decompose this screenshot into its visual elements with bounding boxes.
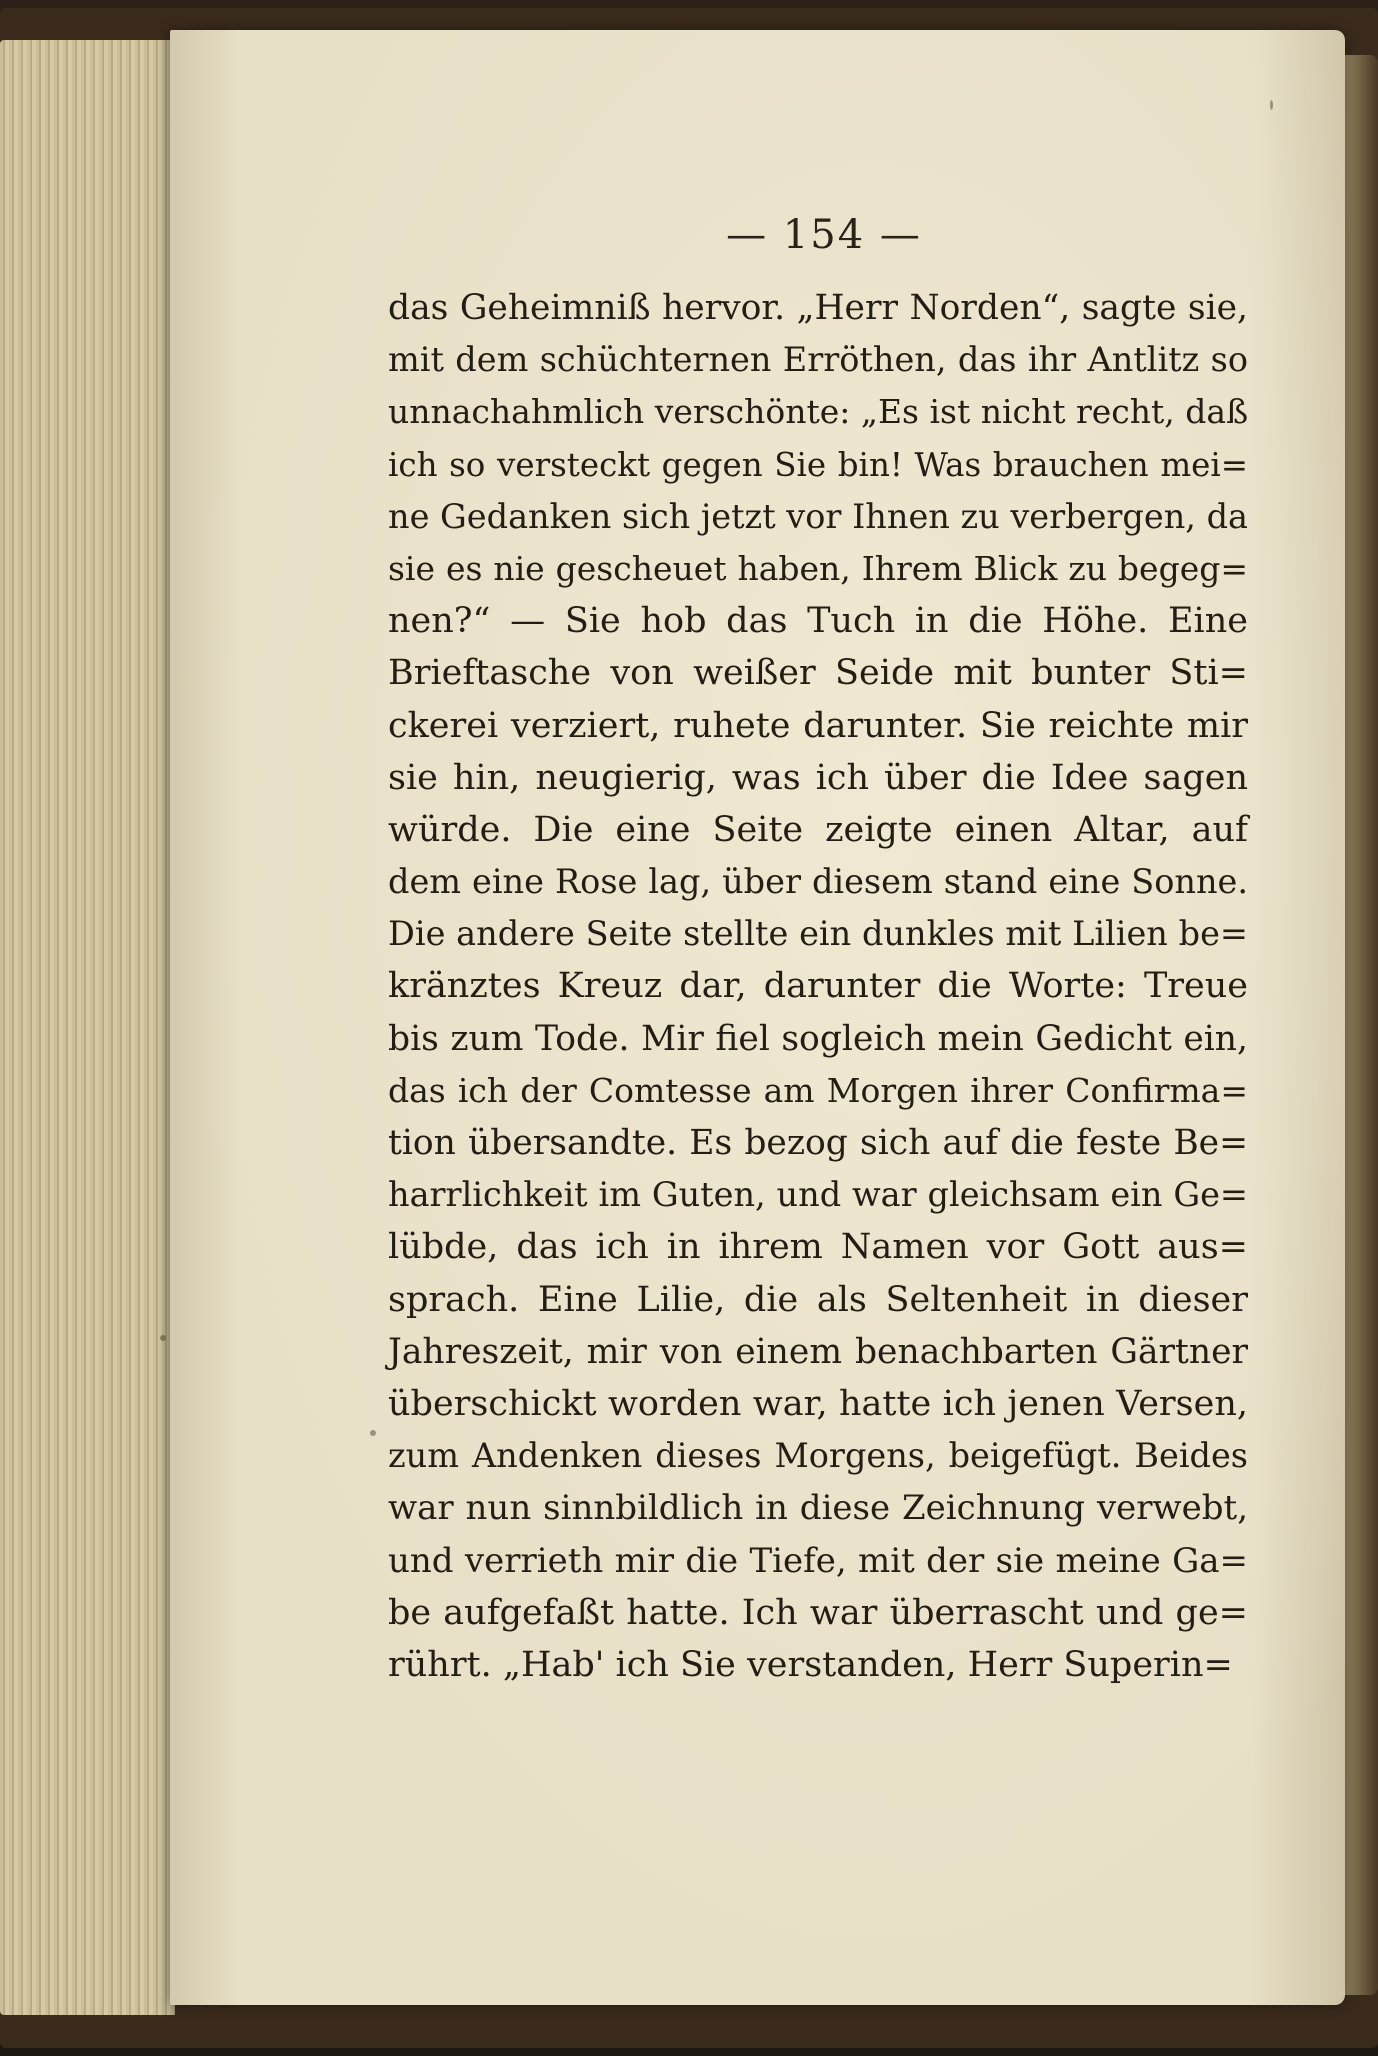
text-line: be aufgefaßt hatte. Ich war überrascht und ge= — [388, 1592, 1248, 1633]
text-line: sprach. Eine Lilie, die als Seltenheit in dieser — [388, 1279, 1248, 1320]
text-line: dem eine Rose lag, über diesem stand eine Sonne. — [388, 862, 1248, 902]
paper-speck — [160, 1335, 166, 1341]
text-line: nen?“ — Sie hob das Tuch in die Höhe. Eine — [388, 601, 1248, 642]
paper-speck — [1270, 100, 1273, 110]
text-line: sie es nie gescheuet haben, Ihrem Blick zu begeg= — [388, 548, 1248, 588]
text-line: rührt. „Hab' ich Sie verstanden, Herr Superin= — [388, 1644, 1233, 1685]
page-stack-edge — [0, 40, 175, 2015]
text-line: mit dem schüchternen Erröthen, das ihr Antlitz so — [388, 340, 1248, 380]
paper-speck — [370, 1430, 376, 1436]
body-text — [388, 282, 1248, 1691]
text-line: zum Andenken dieses Morgens, beigefügt. Beides — [388, 1436, 1248, 1476]
text-line: sie hin, neugierig, was ich über die Idee sagen — [388, 757, 1248, 798]
text-line: und verrieth mir die Tiefe, mit der sie meine Ga= — [388, 1540, 1248, 1581]
text-line: ne Gedanken sich jetzt vor Ihnen zu verbergen, da — [388, 496, 1248, 536]
text-line: bis zum Tode. Mir fiel sogleich mein Gedicht ein, — [388, 1018, 1248, 1059]
text-line: lübde, das ich in ihrem Namen vor Gott aus= — [388, 1227, 1248, 1268]
text-line: das ich der Comtesse am Morgen ihrer Confirma= — [388, 1070, 1248, 1110]
text-line: das Geheimniß hervor. „Herr Norden“, sagte sie, — [388, 288, 1248, 328]
text-line: tion übersandte. Es bezog sich auf die feste Be= — [388, 1123, 1248, 1163]
text-line: Die andere Seite stellte ein dunkles mit Lilien be= — [388, 914, 1248, 954]
text-line: unnachahmlich verschönte: „Es ist nicht recht, daß — [388, 392, 1249, 432]
text-line: überschickt worden war, hatte ich jenen Versen, — [388, 1383, 1248, 1424]
text-line: ich so versteckt gegen Sie bin! Was brauchen mei= — [388, 445, 1248, 484]
text-line: harrlichkeit im Guten, und war gleichsam ein Ge= — [388, 1175, 1248, 1215]
page-number: — 154 — — [726, 212, 922, 258]
text-line: Jahreszeit, mir von einem benachbarten Gärtner — [388, 1331, 1248, 1372]
text-line: ckerei verziert, ruhete darunter. Sie reichte mir — [388, 705, 1248, 746]
text-line: kränztes Kreuz dar, darunter die Worte: Treue — [388, 966, 1248, 1007]
text-line: war nun sinnbildlich in diese Zeichnung verwebt, — [388, 1488, 1248, 1529]
text-line: Brieftasche von weißer Seide mit bunter Sti= — [388, 653, 1248, 694]
text-line: würde. Die eine Seite zeigte einen Altar, auf — [388, 809, 1248, 850]
